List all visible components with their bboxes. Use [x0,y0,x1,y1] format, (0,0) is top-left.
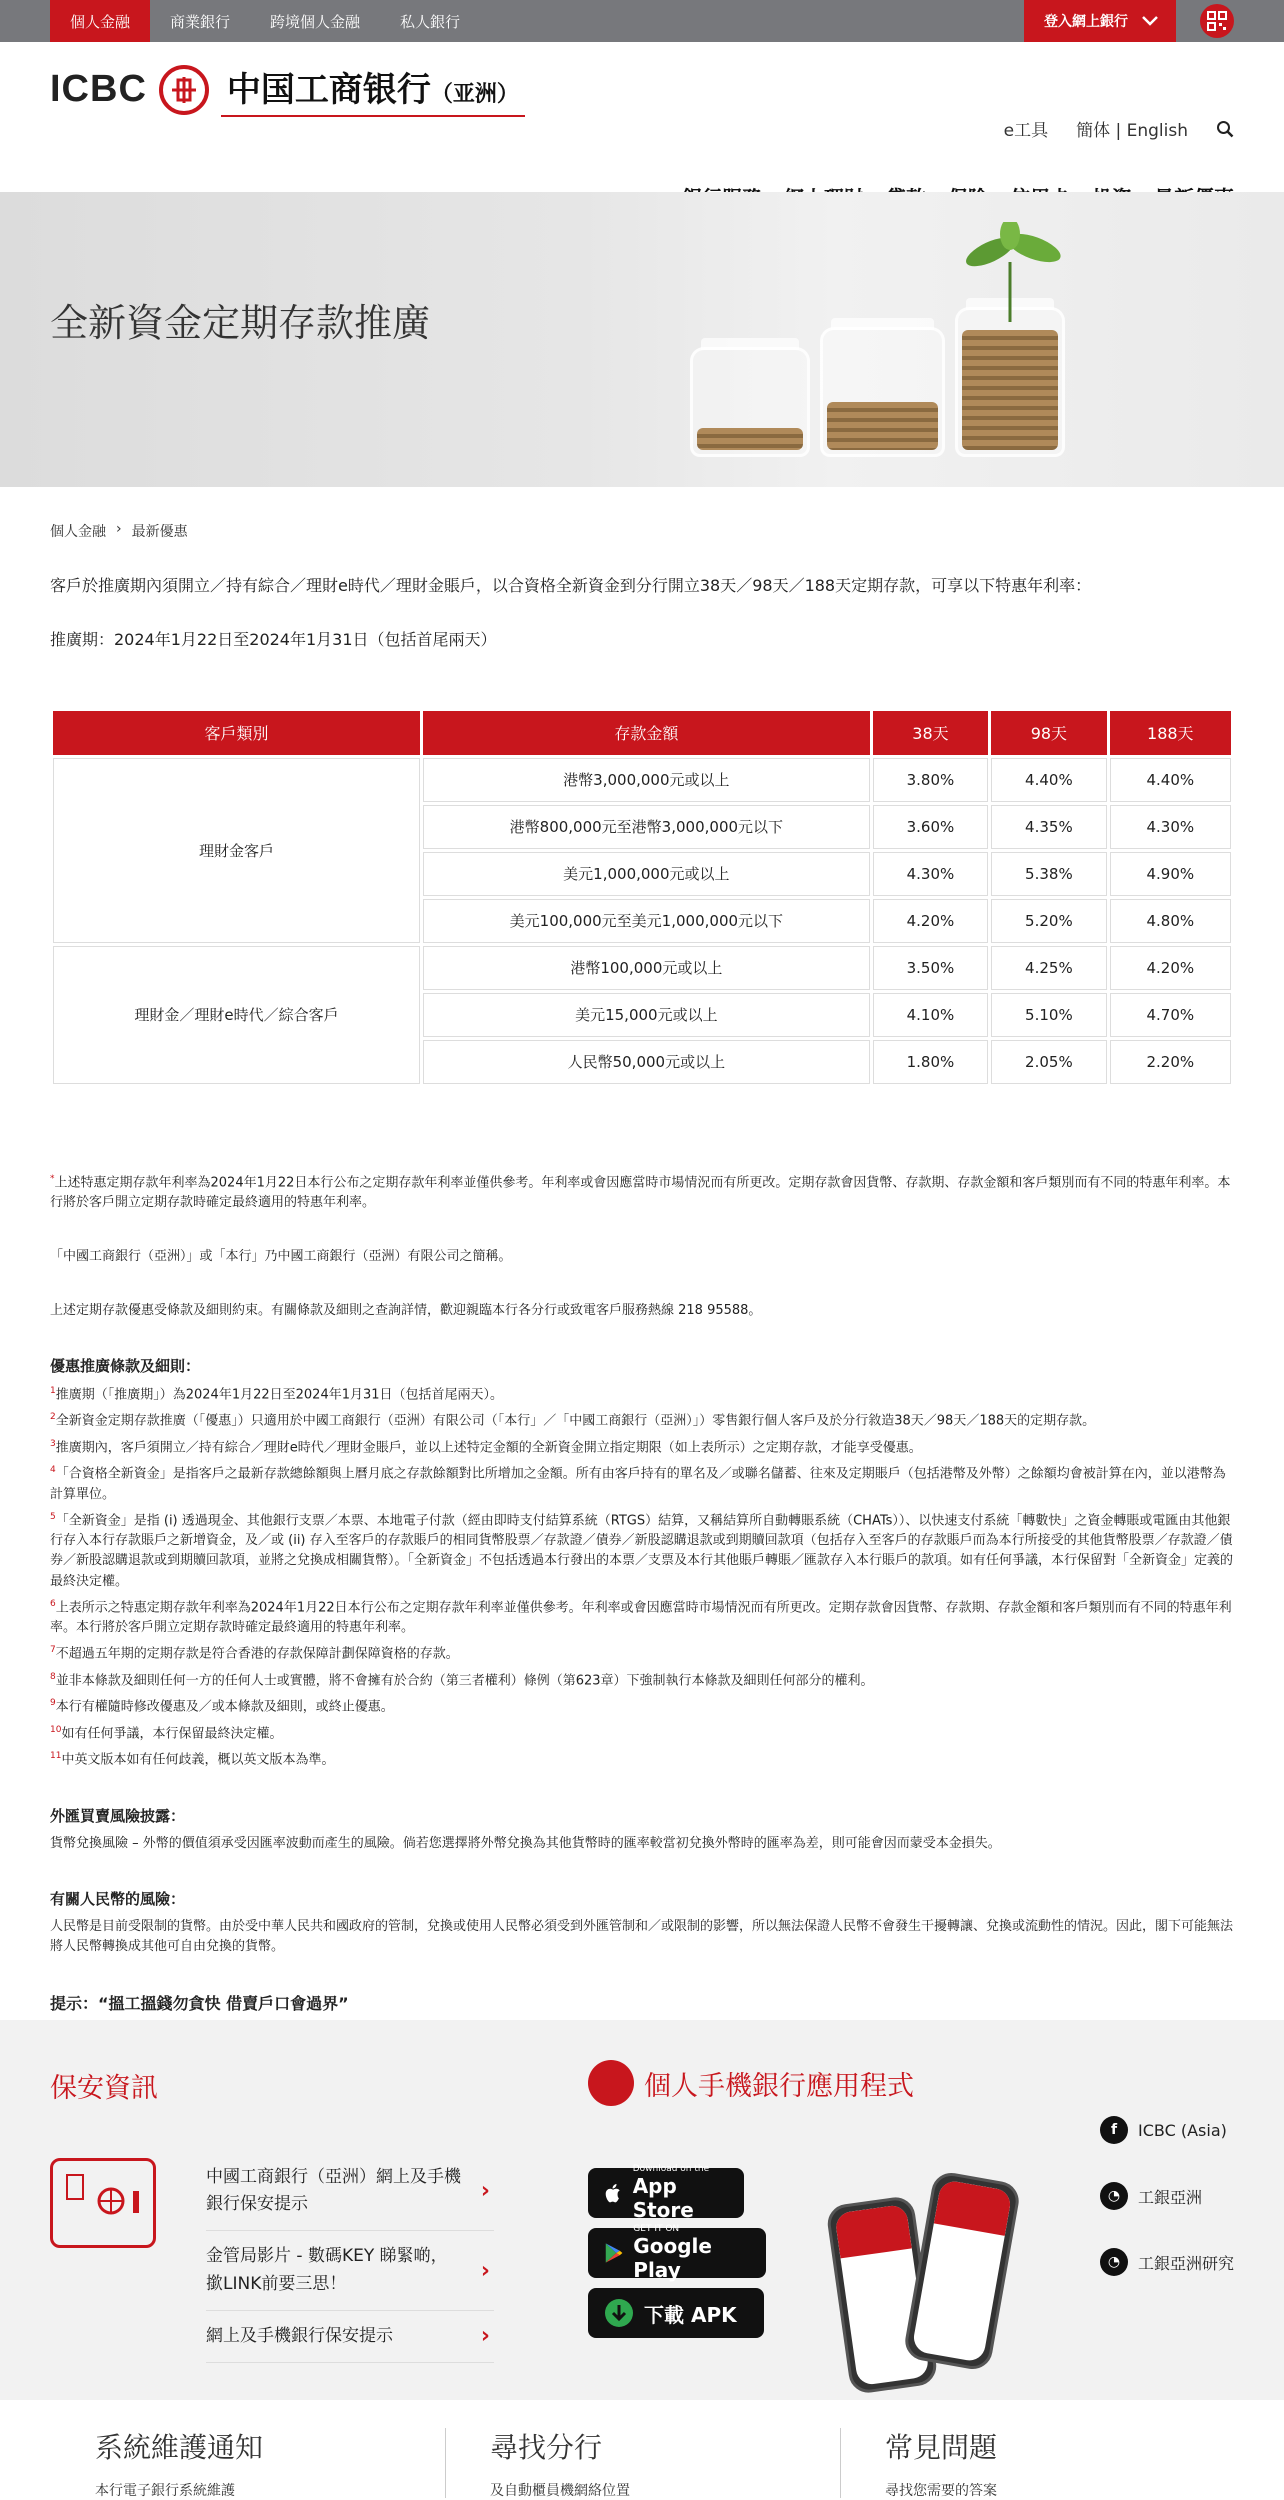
security-link[interactable]: 網上及手機銀行保安提示 › [206,2311,494,2363]
amount-cell: 美元1,000,000元或以上 [423,852,870,896]
apple-icon [604,2180,623,2206]
rates-table [50,708,1234,1087]
download-icon [604,2298,634,2328]
top-bar [0,0,1284,42]
rate-cell: 2.20% [1110,1040,1231,1084]
rate-cell: 4.30% [873,852,988,896]
table-row [53,946,1231,990]
wechat-icon: ◔ [1100,2248,1128,2276]
header-amount: 存款金額 [423,711,870,755]
app-title: 個人手機銀行應用程式 [588,2060,1008,2106]
segment-crossborder[interactable]: 跨境個人金融 [270,12,361,31]
rate-cell: 3.80% [873,758,988,802]
note-terms-apply: 上述定期存款優惠受條款及細則約束。有關條款及細則之查詢詳情，歡迎親臨本行各分行或致電客戶服務熱線 218 95588。 [50,1303,762,1319]
header-188d: 188天 [1110,711,1231,755]
footer-band [0,2020,1284,2400]
rate-cell: 4.80% [1110,899,1231,943]
icbc-emblem-icon [159,65,209,115]
chevron-right-icon: › [480,2323,490,2349]
facebook-icon: f [1100,2116,1128,2144]
terms-item: $^5$「全新資金」是指 (i) 透過現金、其他銀行支票／本票、本地電子付款（經由即時支付結算系統（RTGS）結算，又稱結算所自動轉賬系統（CHATs））、以快速支付系統「轉數快」之資金轉賬或電匯由其他銀行存入本行存款賬戶之新增資金，及／或 (ii) 存入至客戶的存款賬戶的相同貨幣股票／存款證／債券／新股認購退款或到期贖回款項（包括存入至客戶的存款賬戶而為本行所接受的其他貨幣股票／存款證／債券／新股認購退款或到期贖回款項，並將之兌換成相關貨幣）。「全新資金」不包括透過本行發出的本票／支票及本行其他賬戶轉賬／匯款存入本行賬戶的款項。如有任何爭議，本行保留對「全新資金」定義的最終決定權。 [50,1511,1234,1589]
segment-commercial[interactable]: 商業銀行 [170,12,231,31]
language-switch[interactable]: 簡体 | English [1076,121,1188,141]
search-icon[interactable] [1216,120,1234,138]
chevron-right-icon: › [480,2178,490,2204]
topbar-right [1024,0,1234,42]
header-category: 客戶類別 [53,711,420,755]
apk-download-button[interactable] [588,2288,764,2338]
faq[interactable]: 常見問題 尋找您需要的答案 [885,2431,998,2499]
terms-item: $^7$不超過五年期的定期存款是符合香港的存款保障計劃保障資格的存款。 [50,1645,459,1662]
terms-item: $^3$推廣期內，客戶須開立／持有綜合／理財e時代／理財金賬戶，並以上述特定金額的全新資金開立指定期限（如上表所示）之定期存款，才能享受優惠。 [50,1438,922,1455]
e-tools-link[interactable]: e工具 [1003,121,1049,141]
note-abbreviation: 「中國工商銀行（亞洲）」或「本行」乃中國工商銀行（亞洲）有限公司之簡稱。 [50,1249,512,1265]
divider [445,2428,446,2498]
rate-cell: 4.20% [873,899,988,943]
login-label: 登入網上銀行 [1044,14,1128,30]
amount-cell: 美元15,000元或以上 [423,993,870,1037]
icbc-logo[interactable] [50,62,525,117]
fx-risk-title: 外匯買賣風險披露： [50,1806,186,1825]
fx-risk-text: 貨幣兌換風險 – 外幣的價值須承受因匯率波動而產生的風險。倘若您選擇將外幣兌換為其他貨幣時的匯率較當初兌換外幣時的匯率為差，則可能會因而蒙受本金損失。 [50,1835,1001,1851]
amount-cell: 港幣100,000元或以上 [423,946,870,990]
terms-item: $^{10}$如有任何爭議，本行保留最終決定權。 [50,1724,283,1741]
google-play-label: GET IT ON Google Play [633,2224,712,2282]
terms-item: $^6$上表所示之特惠定期存款年利率為2024年1月22日本行公布之定期存款年利率並僅供參考。年利率或會因應當時市場情況而有所更改。定期存款會因貨幣、存款期、存款金額和客戶類別而有不同的特惠年利率。本行將於客戶開立定期存款時確定最終適用的特惠年利率。 [50,1598,1232,1636]
rate-cell: 4.90% [1110,852,1231,896]
rate-cell: 5.20% [991,899,1106,943]
security-links [206,2152,494,2363]
header-38d: 38天 [873,711,988,755]
amount-cell: 美元100,000元至美元1,000,000元以下 [423,899,870,943]
terms-list [50,1385,1234,1771]
chevron-right-icon: › [116,521,122,537]
logo-en: ICBC [50,68,147,110]
amount-cell: 港幣3,000,000元或以上 [423,758,870,802]
segment-tabs [50,0,480,42]
rate-cell: 4.35% [991,805,1106,849]
mobile-app-section [588,2060,1008,2327]
terms-item: $^9$本行有權隨時修改優惠及／或本條款及細則，或終止優惠。 [50,1698,394,1715]
terms-item: $^2$全新資金定期存款推廣（「優惠」）只適用於中國工商銀行（亞洲）有限公司（「本行」／「中國工商銀行（亞洲）」）零售銀行個人客戶及於分行敘造38天／98天／188天的定期存款。 [50,1412,1096,1429]
login-button[interactable] [1024,0,1176,42]
table-header-row [53,711,1231,755]
terms-item: $^4$「合資格全新資金」是指客戶之最新存款總餘額與上曆月底之存款餘額對比所增加之金額。所有由客戶持有的單名及／或聯名儲蓄、往來及定期賬戶（包括港幣及外幣）之餘額均會被計算在內，並以港幣為計算單位。 [50,1465,1226,1502]
rate-cell: 4.20% [1110,946,1231,990]
google-play-button[interactable] [588,2224,766,2282]
rate-cell: 4.30% [1110,805,1231,849]
rate-cell: 4.10% [873,993,988,1037]
amount-cell: 港幣800,000元至港幣3,000,000元以下 [423,805,870,849]
rmb-risk-text: 人民幣是目前受限制的貨幣。由於受中華人民共和國政府的管制，兌換或使用人民幣必須受到外匯管制和／或限制的影響，所以無法保證人民幣不會發生干擾轉讓、兌換或流動性的情況。因此，閣下可能無法將人民幣轉換成其他可自由兌換的貨幣。 [50,1919,1234,1955]
wechat-icon: ◔ [1100,2182,1128,2210]
category-cell: 理財金／理財e時代／綜合客戶 [53,946,420,1084]
app-store-label: Download on the App Store [632,2164,710,2222]
note-rate-disclaimer: *上述特惠定期存款年利率為2024年1月22日本行公布之定期存款年利率並僅供參考。年利率或會因應當時市場情況而有所更改。定期存款會因貨幣、存款期、存款金額和客戶類別而有不同的特惠年利率。本行將於客戶開立定期存款時確定最終適用的特惠年利率。 [50,1173,1231,1211]
jar-illustration [955,307,1065,457]
segment-private[interactable]: 私人銀行 [400,12,461,31]
chevron-right-icon: › [480,2257,490,2283]
tip-text: 提示：“搵工搵錢勿貪快 借賣戶口會過界” [50,1993,349,2013]
category-cell: 理財金客戶 [53,758,420,943]
terms-item: $^{11}$中英文版本如有任何歧義，概以英文版本為準。 [50,1751,335,1768]
rate-cell: 2.05% [991,1040,1106,1084]
rate-cell: 4.40% [1110,758,1231,802]
jar-illustration [690,347,810,457]
rate-cell: 5.38% [991,852,1106,896]
icbc-emblem-icon [588,2060,634,2106]
jar-illustration [820,327,945,457]
wechat-link[interactable]: ◔ 工銀亞洲 [1100,2182,1234,2210]
promo-period: 推廣期：2024年1月22日至2024年1月31日（包括首尾兩天） [50,629,497,649]
breadcrumb-personal[interactable]: 個人金融 [50,524,106,540]
notes-section [50,1173,1234,2017]
divider [840,2428,841,2498]
site-header [0,42,1284,192]
rate-cell: 3.50% [873,946,988,990]
utility-links [1004,116,1234,141]
chevron-down-icon [1142,16,1158,26]
segment-personal[interactable]: 個人金融 [50,0,150,42]
breadcrumb-promotions[interactable]: 最新優惠 [131,524,188,540]
app-store-button[interactable] [588,2164,744,2222]
rmb-risk-title: 有關人民幣的風險： [50,1889,186,1908]
apk-label: 下載 APK [644,2302,737,2327]
logo-cn: 中国工商银行（亚洲） [221,62,525,117]
wechat-research-link[interactable]: ◔ 工銀亞洲研究 [1100,2248,1234,2276]
terms-title: 優惠推廣條款及細則： [50,1357,201,1376]
rate-cell: 4.40% [991,758,1106,802]
table-row [53,758,1231,802]
hero-banner [0,192,1284,487]
social-links [1100,2116,1234,2314]
qr-code-icon[interactable] [1200,4,1234,38]
google-play-icon [604,2241,623,2265]
header-98d: 98天 [991,711,1106,755]
terms-item: $^8$並非本條款及細則任何一方的任何人士或實體，將不會擁有於合約（第三者權利）條例（第623章）下強制執行本條款及細則任何部分的權利。 [50,1671,874,1689]
bottom-links [0,2400,1284,2499]
page-title: 全新資金定期存款推廣 [50,301,431,345]
rate-cell: 3.60% [873,805,988,849]
main-content [0,521,1284,2016]
intro-text: 客戶於推廣期內須開立／持有綜合／理財e時代／理財金賬戶，以合資格全新資金到分行開立38天／98天／188天定期存款，可享以下特惠年利率： [50,576,1092,595]
phone-mockup [902,2170,1022,2372]
rate-cell: 4.70% [1110,993,1231,1037]
breadcrumb [50,521,1234,541]
security-title: 保安資訊 [50,2073,158,2104]
terms-item: $^1$推廣期（「推廣期」）為2024年1月22日至2024年1月31日（包括首尾兩天）。 [50,1385,504,1403]
find-branch[interactable]: 尋找分行 及自動櫃員機網絡位置 [490,2431,630,2499]
rate-cell: 4.25% [991,946,1106,990]
security-section [50,2066,494,2349]
amount-cell: 人民幣50,000元或以上 [423,1040,870,1084]
rate-cell: 5.10% [991,993,1106,1037]
facebook-link[interactable]: f ICBC (Asia) [1100,2116,1234,2144]
security-link[interactable]: 中國工商銀行（亞洲）網上及手機銀行保安提示 › [206,2152,494,2231]
safe-box-icon [50,2158,156,2248]
security-link[interactable]: 金管局影片 - 數碼KEY 睇緊啲，撳LINK前要三思！ › [206,2231,494,2310]
plant-illustration [950,222,1070,322]
rate-cell: 1.80% [873,1040,988,1084]
maintenance-notice[interactable]: 系統維護通知 本行電子銀行系統維護 [95,2431,264,2499]
